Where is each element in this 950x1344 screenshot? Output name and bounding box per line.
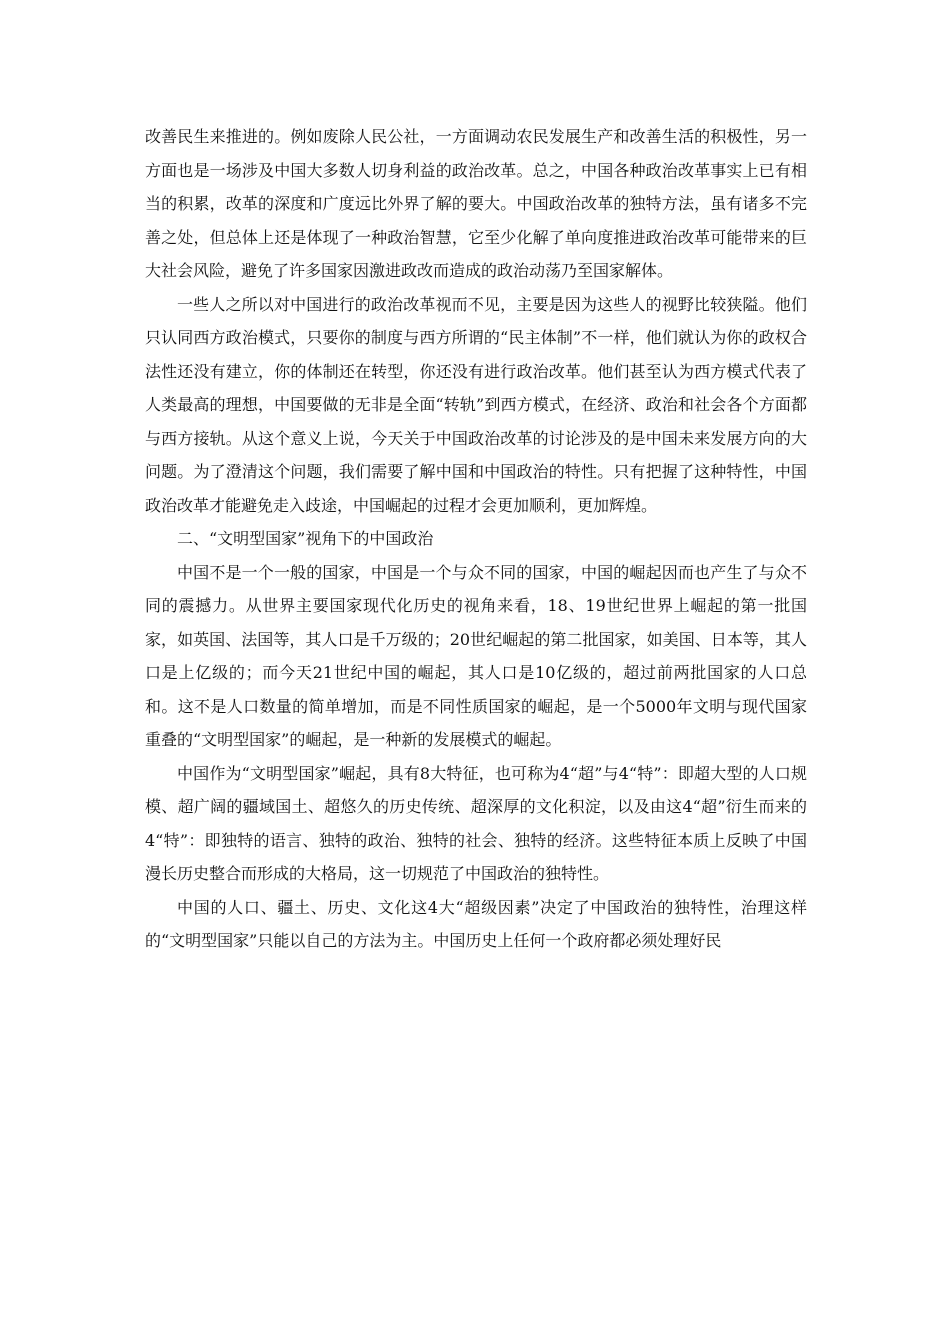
paragraph: 中国的人口、疆土、历史、文化这4大“超级因素”决定了中国政治的独特性，治理这样的“文明型国家”只能以自己的方法为主。中国历史上任何一个政府都必须处理好民 — [145, 897, 807, 950]
document-body — [145, 120, 807, 958]
paragraph: 中国不是一个一般的国家，中国是一个与众不同的国家，中国的崛起因而也产生了与众不同的震撼力。从世界主要国家现代化历史的视角来看，18、19世纪世界上崛起的第一批国家，如英国、法国等，其人口是千万级的；20世纪崛起的第二批国家，如美国、日本等，其人口是上亿级的；而今天21世纪中国的崛起，其人口是10亿级的，超过前两批国家的人口总和。这不是人口数量的简单增加，而是不同性质国家的崛起，是一个5000年文明与现代国家重叠的“文明型国家”的崛起，是一种新的发展模式的崛起。 — [145, 562, 807, 749]
section-heading: 二、“文明型国家”视角下的中国政治 — [177, 529, 434, 548]
paragraph: 中国作为“文明型国家”崛起，具有8大特征，也可称为4“超”与4“特”：即超大型的人口规模、超广阔的疆域国土、超悠久的历史传统、超深厚的文化积淀，以及由这4“超”衍生而来的4“特”：即独特的语言、独特的政治、独特的社会、独特的经济。这些特征本质上反映了中国漫长历史整合而形成的大格局，这一切规范了中国政治的独特性。 — [145, 763, 807, 883]
paragraph: 一些人之所以对中国进行的政治改革视而不见，主要是因为这些人的视野比较狭隘。他们只认同西方政治模式，只要你的制度与西方所谓的“民主体制”不一样，他们就认为你的政权合法性还没有建立，你的体制还在转型，你还没有进行政治改革。他们甚至认为西方模式代表了人类最高的理想，中国要做的无非是全面“转轨”到西方模式，在经济、政治和社会各个方面都与西方接轨。从这个意义上说，今天关于中国政治改革的讨论涉及的是中国未来发展方向的大问题。为了澄清这个问题，我们需要了解中国和中国政治的特性。只有把握了这种特性，中国政治改革才能避免走入歧途，中国崛起的过程才会更加顺利，更加辉煌。 — [145, 294, 807, 515]
paragraph-continuation: 改善民生来推进的。例如废除人民公社，一方面调动农民发展生产和改善生活的积极性，另一方面也是一场涉及中国大多数人切身利益的政治改革。总之，中国各种政治改革事实上已有相当的积累，改革的深度和广度远比外界了解的要大。中国政治改革的独特方法，虽有诸多不完善之处，但总体上还是体现了一种政治智慧，它至少化解了单向度推进政治改革可能带来的巨大社会风险，避免了许多国家因激进政改而造成的政治动荡乃至国家解体。 — [145, 127, 807, 280]
